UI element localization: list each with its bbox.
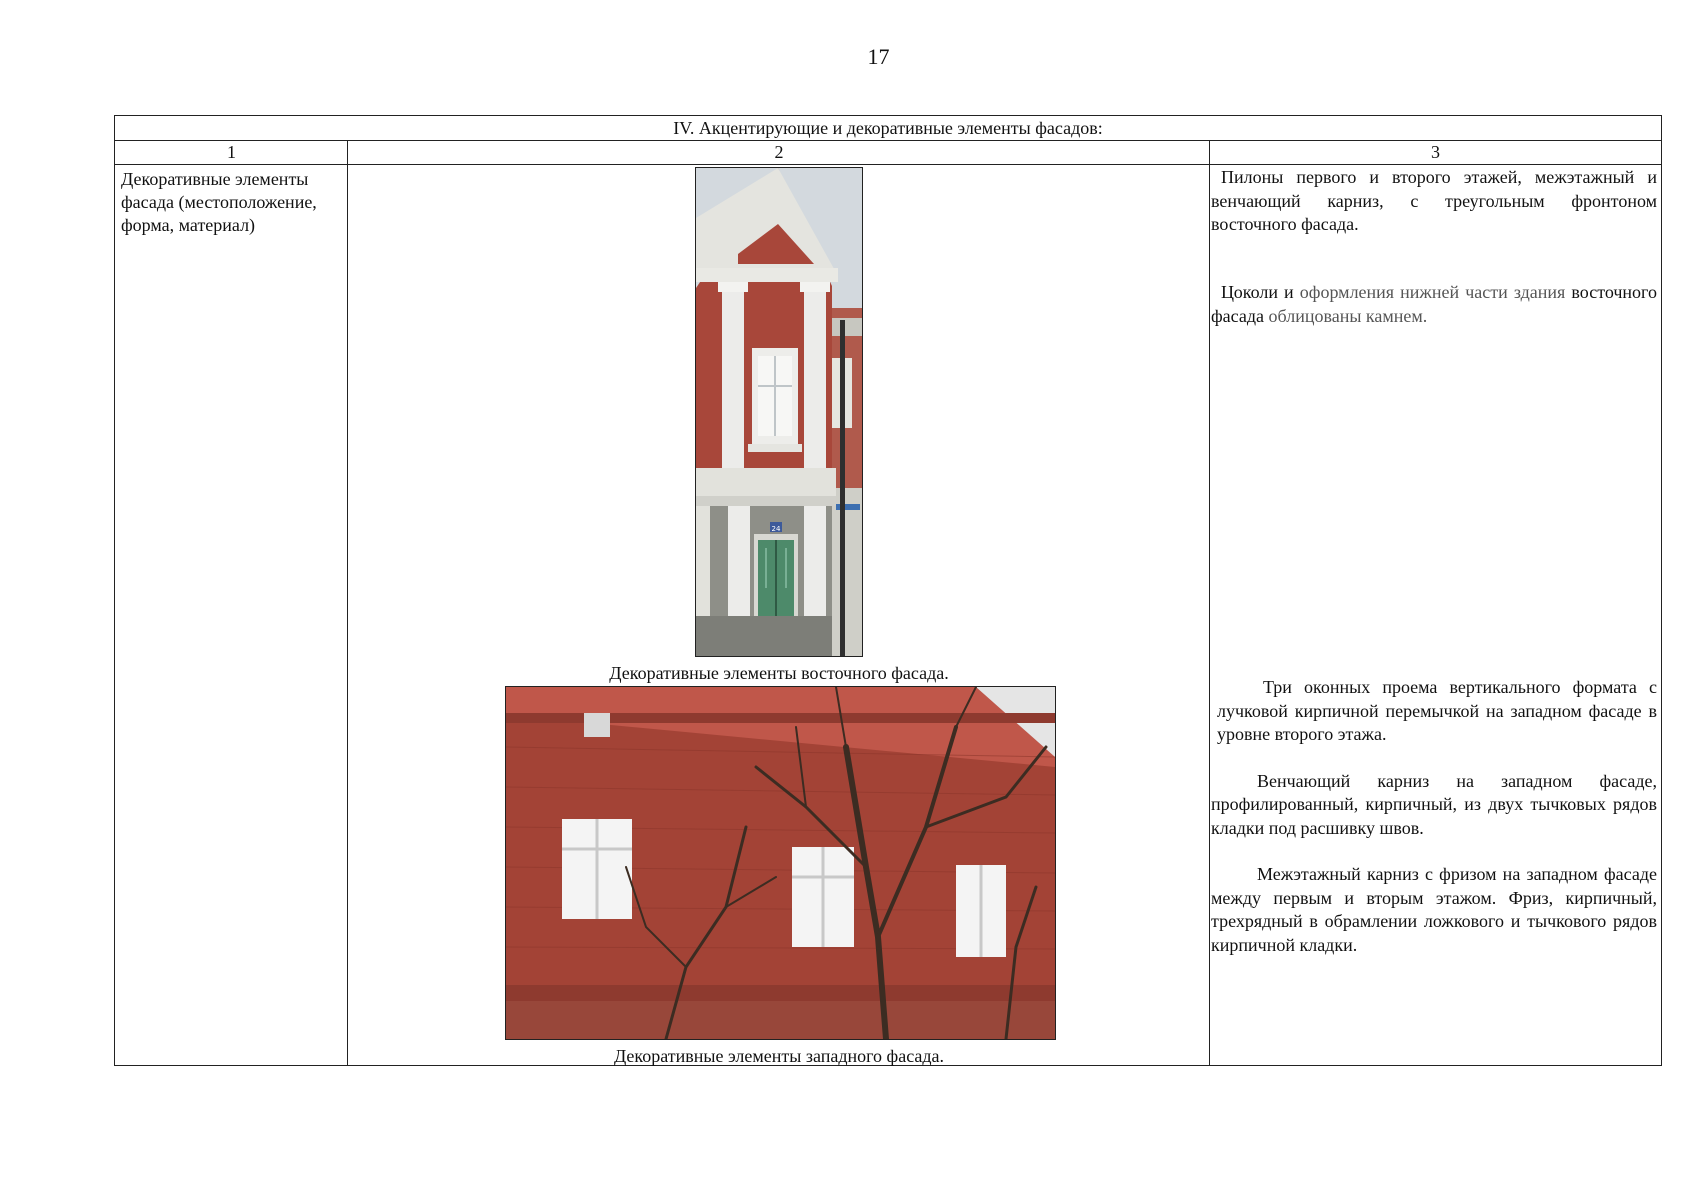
west-facade-descriptions (1211, 676, 1657, 980)
section-title: IV. Акцентирующие и декоративные элементы фасадов: (115, 116, 1661, 141)
east-plinth-text-part-c: восточного фасада (1211, 282, 1657, 326)
element-category-label: Декоративные элементы фасада (местоположение, форма, материал) (121, 169, 317, 235)
facade-elements-table (114, 115, 1662, 1066)
east-facade-description-2 (1211, 281, 1657, 328)
column-divider-1 (347, 140, 348, 1065)
column-number-2: 2 (774, 142, 784, 162)
page-number: 17 (867, 44, 890, 69)
east-plinth-text-part-a: Цоколи и (1221, 282, 1300, 302)
east-plinth-text-part-b: оформления нижней части здания (1299, 282, 1566, 302)
east-pylons-text: Пилоны первого и второго этажей, межэтажный и венчающий карниз, с треугольным фронтоном восточного фасада. (1211, 167, 1657, 234)
east-facade-caption: Декоративные элементы восточного фасада. (609, 663, 949, 683)
west-windows-text: Три оконных проема вертикального формата с лучковой кирпичной перемычкой на западном фасаде в уровне второго этажа. (1217, 677, 1657, 744)
house-number-sign: 24 (771, 525, 781, 533)
west-cornice-text: Венчающий карниз на западном фасаде, профилированный, кирпичный, из двух тычковых рядов кладки под расшивку швов. (1211, 770, 1657, 838)
east-plinth-text-part-d: облицованы камнем. (1268, 305, 1428, 326)
east-facade-description-1 (1211, 166, 1657, 237)
column-divider-2 (1209, 140, 1210, 1065)
east-plinth-text (1211, 281, 1657, 328)
column-number-1: 1 (227, 142, 236, 162)
west-facade-caption: Декоративные элементы западного фасада. (613, 1046, 945, 1066)
west-frieze-text: Межэтажный карниз с фризом на западном фасаде между первым и вторым этажом. Фриз, кирпичный, трехрядный в обрамлении ложкового и тычкового рядов кирпичной кладки. (1211, 864, 1657, 955)
column-number-3: 3 (1431, 142, 1440, 162)
west-facade-photo (505, 686, 1056, 1040)
east-facade-photo (695, 167, 863, 657)
